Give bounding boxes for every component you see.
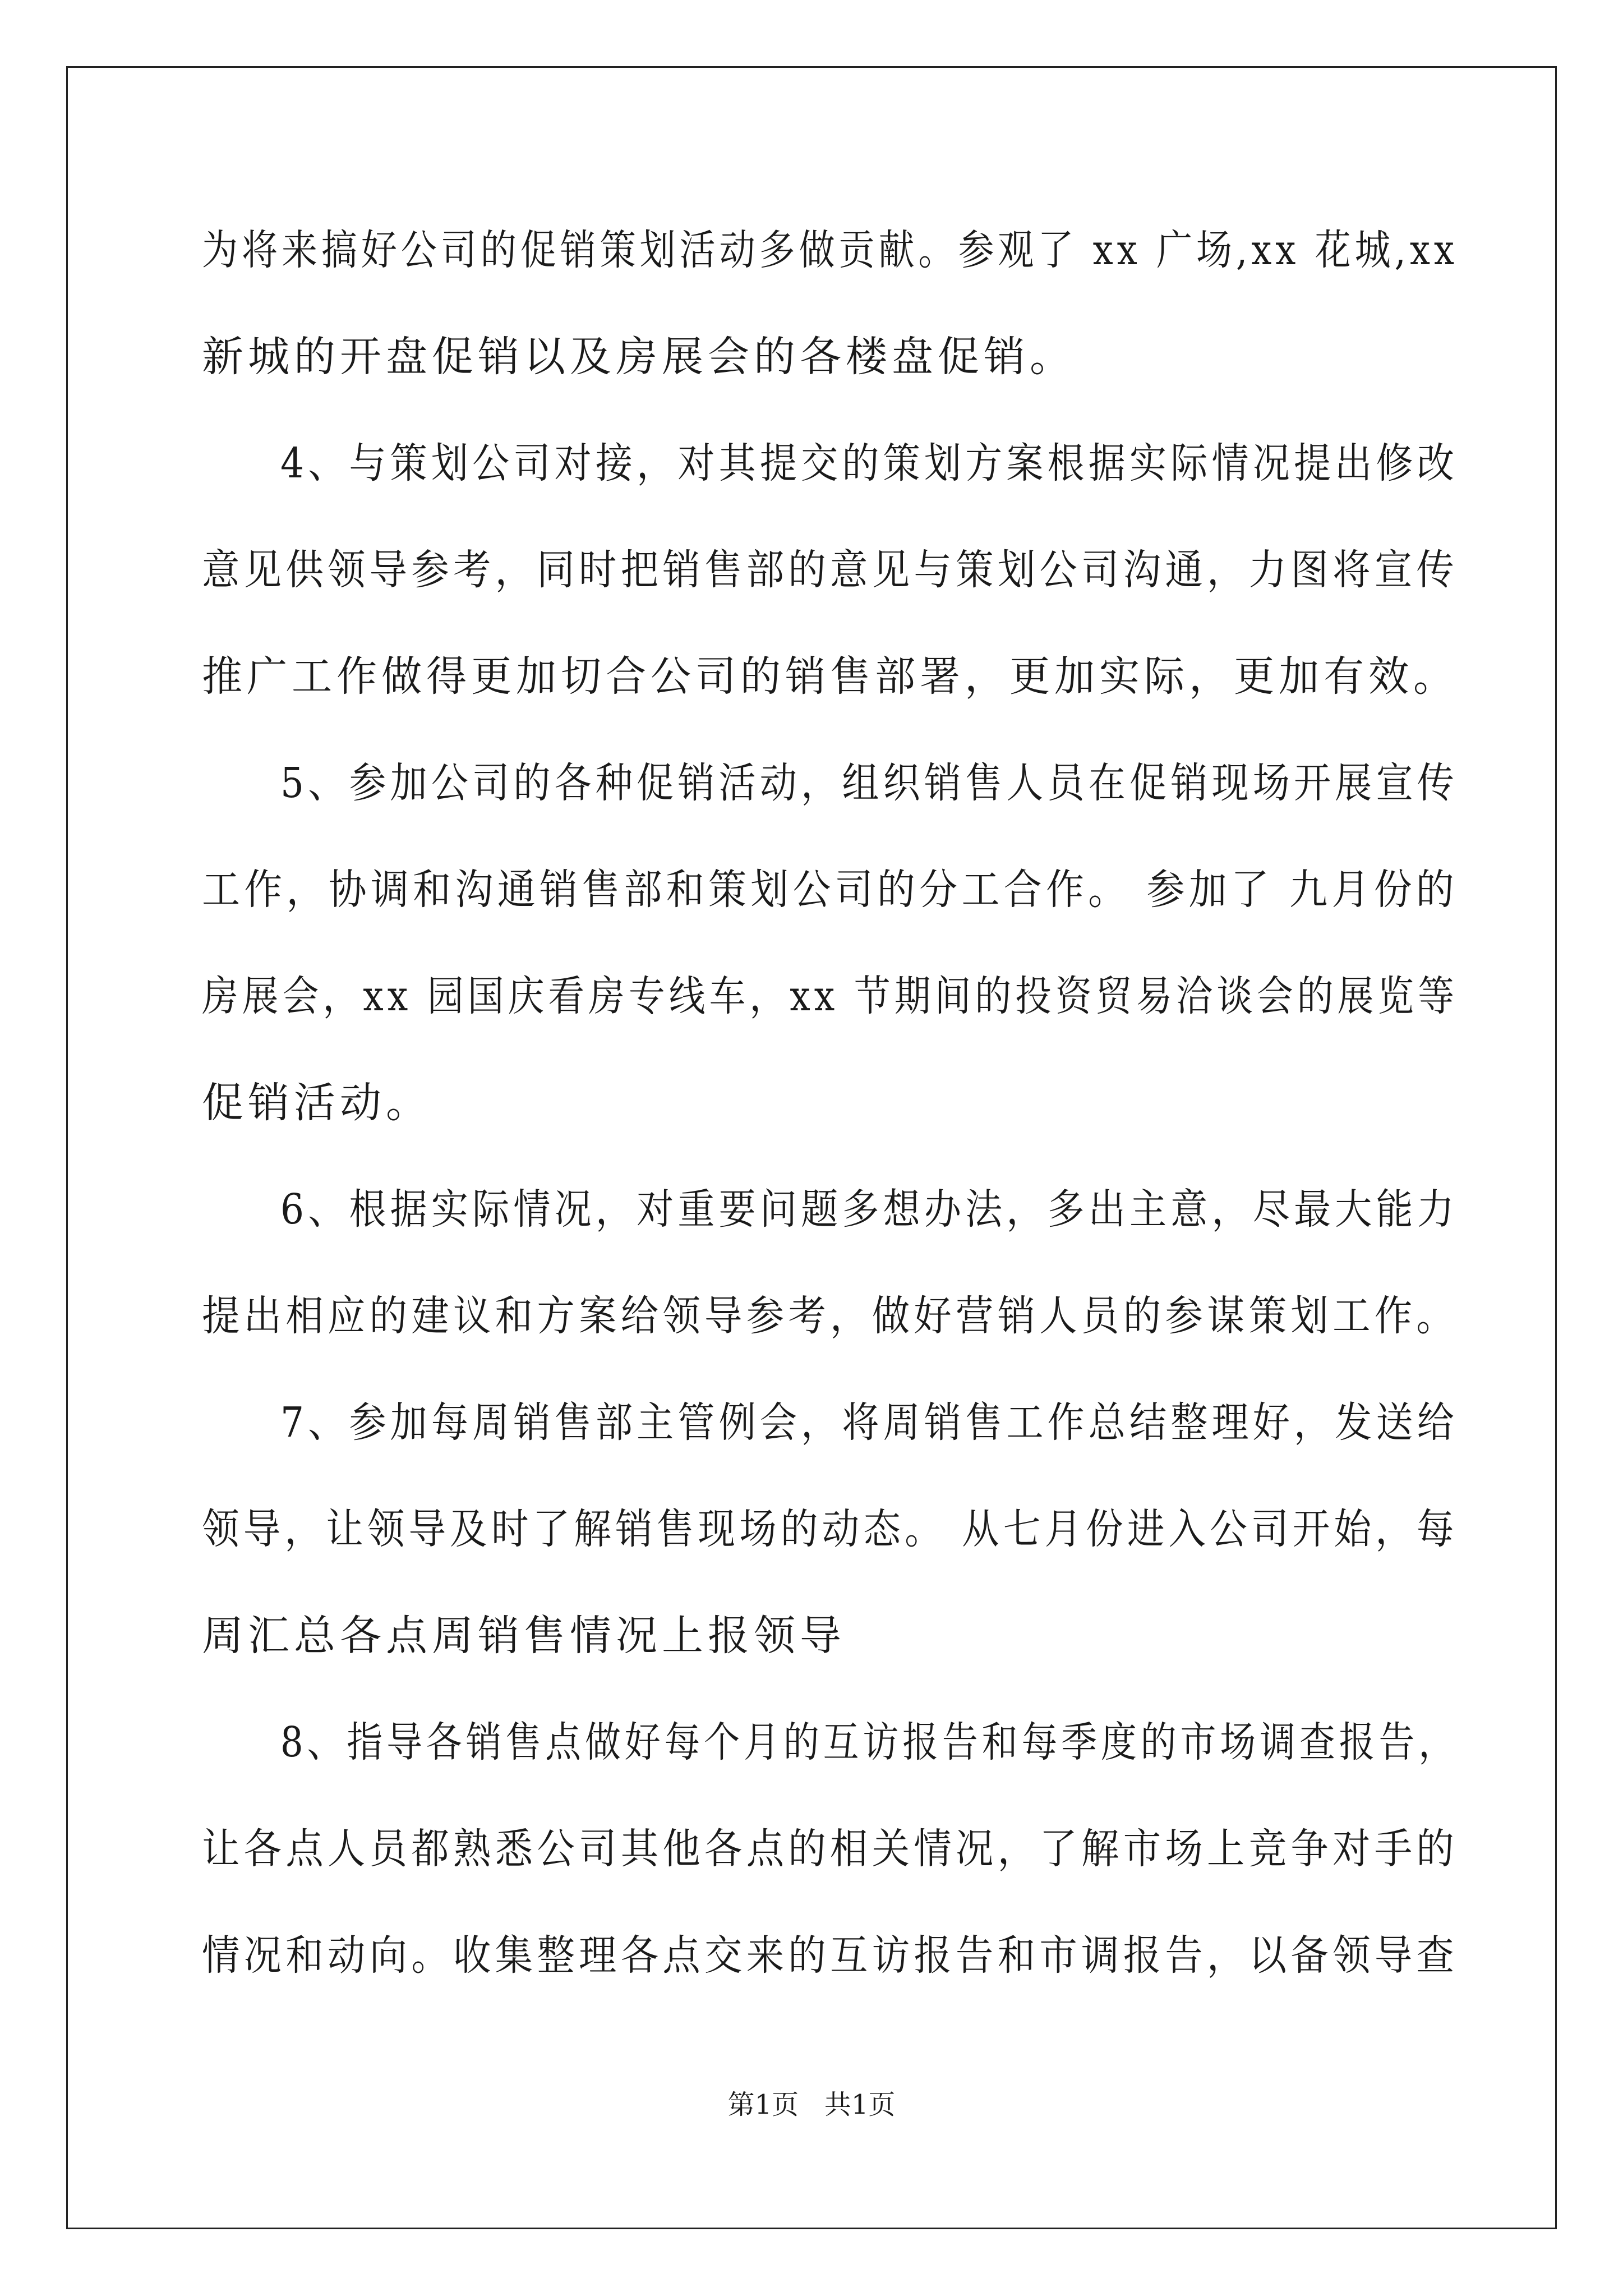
text-line: 周汇总各点周销售情况上报领导 xyxy=(202,1612,846,1660)
text-line: 促销活动。 xyxy=(202,1079,432,1127)
text-line: 领导，让领导及时了解销售现场的动态。 从七月份进入公司开始，每 xyxy=(202,1505,1458,1553)
text-line: 让各点人员都熟悉公司其他各点的相关情况，了解市场上竞争对手的 xyxy=(202,1825,1459,1873)
paragraph-5-line: 5、参加公司的各种促销活动，组织销售人员在促销现场开展宣传 xyxy=(280,759,1458,807)
text-line: 推广工作做得更加切合公司的销售部署，更加实际，更加有效。 xyxy=(202,652,1458,701)
text-line: 情况和动向。收集整理各点交来的互访报告和市调报告，以备领导查 xyxy=(202,1931,1459,1980)
text-line: 房展会，xx 园国庆看房专线车，xx 节期间的投资贸易洽谈会的展览等 xyxy=(202,972,1459,1020)
paragraph-7-line: 7、参加每周销售部主管例会，将周销售工作总结整理好，发送给 xyxy=(280,1398,1458,1447)
text-line: 意见供领导参考，同时把销售部的意见与策划公司沟通，力图将宣传 xyxy=(202,546,1459,594)
paragraph-8-line: 8、指导各销售点做好每个月的互访报告和每季度的市场调查报告， xyxy=(280,1718,1458,1766)
paragraph-6-line: 6、根据实际情况，对重要问题多想办法，多出主意，尽最大能力 xyxy=(280,1185,1458,1234)
text-line: 新城的开盘促销以及房展会的各楼盘促销。 xyxy=(202,333,1076,381)
page-number-footer: 第1页 共1页 xyxy=(727,2089,896,2120)
text-line: 提出相应的建议和方案给领导参考，做好营销人员的参谋策划工作。 xyxy=(202,1292,1459,1340)
text-line: 工作，协调和沟通销售部和策划公司的分工合作。 参加了 九月份的 xyxy=(202,866,1459,914)
text-line: 为将来搞好公司的促销策划活动多做贡献。参观了 xx 广场,xx 花城,xx xyxy=(202,226,1458,274)
paragraph-4-line: 4、与策划公司对接，对其提交的策划方案根据实际情况提出修改 xyxy=(280,439,1458,487)
page-frame xyxy=(66,66,1557,2229)
